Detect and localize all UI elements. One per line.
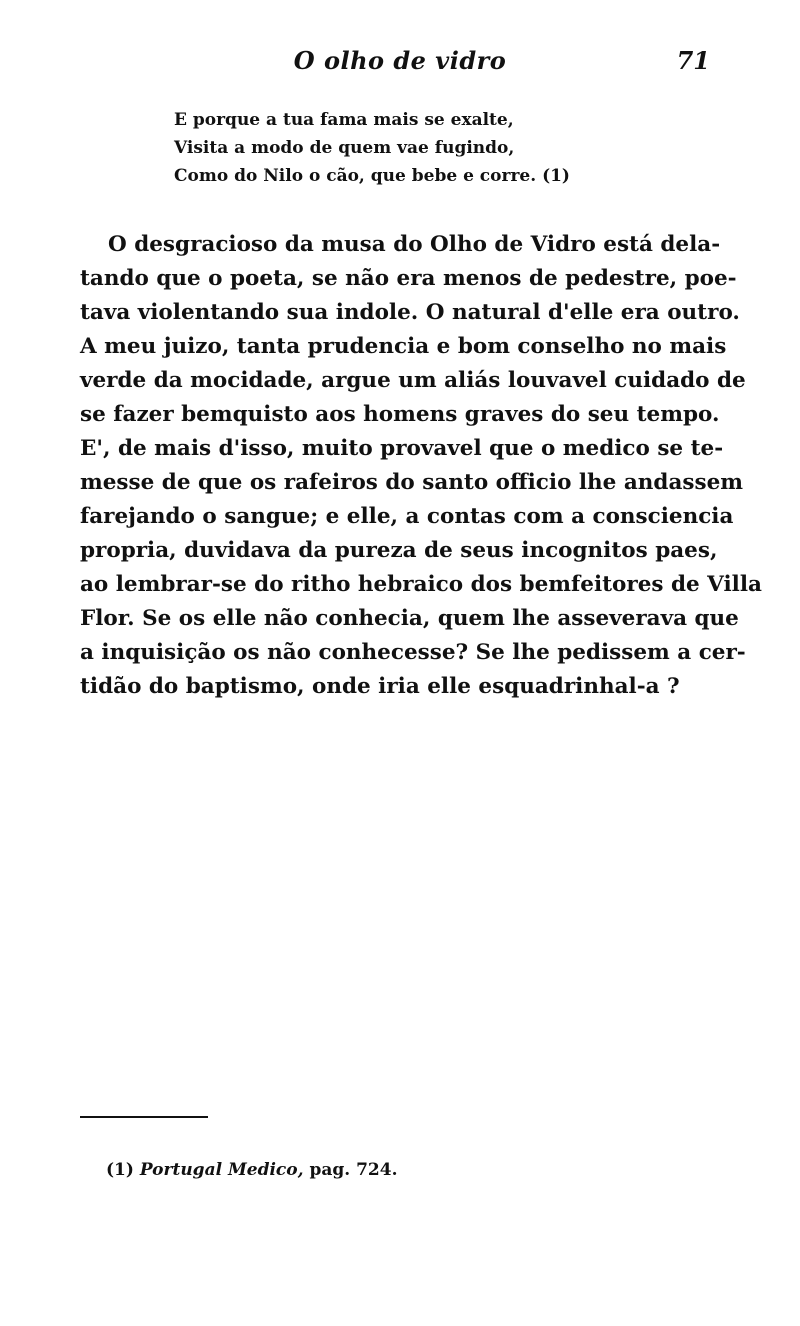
body-line: A meu juizo, tanta prudencia e bom conselho no mais [80, 334, 727, 359]
body-line: a inquisição os não conhecesse? Se lhe pedissem a cer- [80, 640, 746, 665]
verse-line: Visita a modo de quem vae fugindo, [174, 138, 515, 158]
body-line: tando que o poeta, se não era menos de pedestre, poe- [80, 266, 737, 291]
body-line: messe de que os rafeiros do santo officio lhe andassem [80, 470, 744, 495]
running-title: O olho de vidro [293, 46, 507, 75]
verse-line: Como do Nilo o cão, que bebe e corre. (1) [174, 166, 570, 186]
body-line: propria, duvidava da pureza de seus incognitos paes, [80, 538, 718, 563]
verse-line: E porque a tua fama mais se exalte, [174, 110, 514, 130]
footnote-source: Portugal Medico, [139, 1160, 304, 1180]
verse-quotation [174, 106, 734, 190]
body-line: verde da mocidade, argue um aliás louvavel cuidado de [80, 368, 746, 393]
body-line: farejando o sangue; e elle, a contas com a consciencia [80, 504, 734, 529]
footnote [106, 1160, 398, 1180]
body-line: E', de mais d'isso, muito provavel que o medico se te- [80, 436, 724, 461]
footnote-marker: (1) [106, 1160, 134, 1180]
body-line: O desgracioso da musa do Olho de Vidro está dela- [108, 232, 721, 257]
body-line: se fazer bemquisto aos homens graves do seu tempo. [80, 402, 720, 427]
body-line: tidão do baptismo, onde iria elle esquadrinhal-a ? [80, 674, 680, 699]
body-line: tava violentando sua indole. O natural d'elle era outro. [80, 300, 740, 325]
footnote-rule [80, 1116, 208, 1118]
page-header [0, 46, 800, 80]
body-line: ao lembrar-se do ritho hebraico dos bemfeitores de Villa [80, 572, 762, 597]
footnote-page-ref: pag. 724. [309, 1160, 398, 1180]
body-paragraph [80, 228, 762, 704]
body-line: Flor. Se os elle não conhecia, quem lhe asseverava que [80, 606, 739, 631]
page-number: 71 [676, 46, 710, 75]
